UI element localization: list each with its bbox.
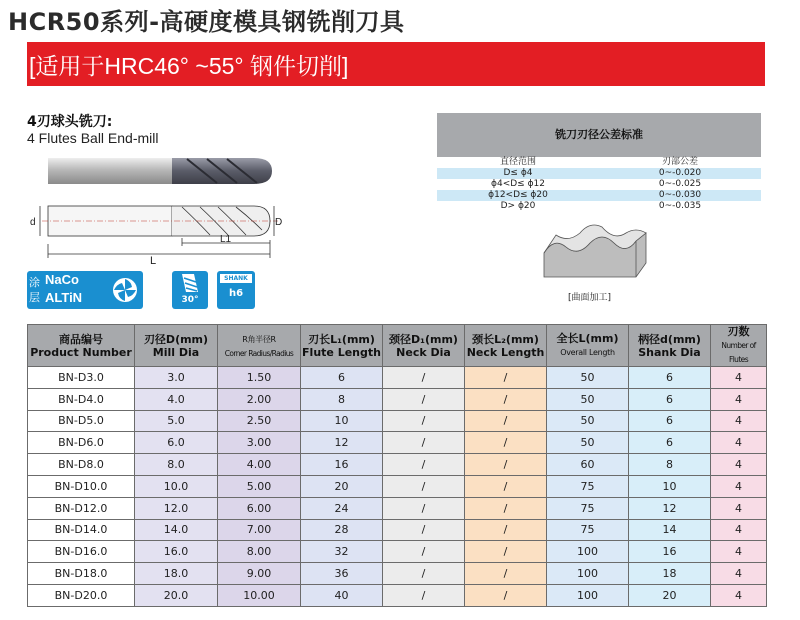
table-row [28, 475, 767, 497]
cell-neck-length: / [465, 519, 547, 541]
cell-product-number: BN-D20.0 [28, 584, 135, 606]
helix-icon [172, 271, 208, 295]
cell-neck-dia: / [383, 563, 465, 585]
cell-neck-dia: / [383, 541, 465, 563]
cell-neck-length: / [465, 367, 547, 389]
header-zh: 颈径D₁(mm) [389, 332, 458, 346]
cell-flute-count: 4 [711, 454, 767, 476]
table-row [28, 410, 767, 432]
cell-neck-length: / [465, 475, 547, 497]
table-row [28, 388, 767, 410]
cell-flute-length: 10 [301, 410, 383, 432]
cell-corner-radius: 8.00 [218, 541, 301, 563]
coating-badge [27, 271, 143, 309]
tool-dimension-drawing [40, 206, 278, 258]
product-name-en: 4 Flutes Ball End-mill [27, 130, 159, 146]
cell-neck-length: / [465, 563, 547, 585]
tolerance-value: 0~-0.020 [658, 168, 702, 178]
cell-mill-dia: 4.0 [135, 388, 218, 410]
cell-flute-length: 36 [301, 563, 383, 585]
cell-mill-dia: 5.0 [135, 410, 218, 432]
cell-corner-radius: 2.00 [218, 388, 301, 410]
cell-neck-dia: / [383, 410, 465, 432]
tolerance-range: ϕ4<D≤ ϕ12 [491, 179, 545, 189]
header-en: Neck Length [466, 345, 545, 359]
cell-flute-count: 4 [711, 497, 767, 519]
header-flutes [711, 325, 767, 367]
cell-flute-count: 4 [711, 584, 767, 606]
cell-neck-dia: / [383, 497, 465, 519]
cell-flute-count: 4 [711, 519, 767, 541]
cell-flute-count: 4 [711, 388, 767, 410]
table-row [28, 584, 767, 606]
cell-shank-dia: 6 [629, 432, 711, 454]
flute-cross-section-icon [111, 275, 139, 305]
table-row [28, 541, 767, 563]
cell-product-number: BN-D14.0 [28, 519, 135, 541]
table-row [28, 497, 767, 519]
cell-neck-dia: / [383, 454, 465, 476]
surface-caption: [曲面加工] [568, 293, 612, 303]
cell-corner-radius: 10.00 [218, 584, 301, 606]
cell-corner-radius: 7.00 [218, 519, 301, 541]
cell-flute-length: 32 [301, 541, 383, 563]
cell-neck-length: / [465, 410, 547, 432]
spec-header-row [28, 325, 767, 367]
header-en: Flute Length [302, 345, 381, 359]
header-corner-radius [218, 325, 301, 367]
cell-product-number: BN-D12.0 [28, 497, 135, 519]
table-row [28, 519, 767, 541]
tolerance-value: 0~-0.030 [658, 190, 702, 200]
page-title: HCR50系列-高硬度模具钢铣削刀具 [8, 8, 405, 36]
cell-shank-dia: 10 [629, 475, 711, 497]
cell-overall-length: 100 [547, 563, 629, 585]
cell-overall-length: 75 [547, 497, 629, 519]
cell-flute-count: 4 [711, 432, 767, 454]
cell-shank-dia: 18 [629, 563, 711, 585]
tolerance-row [437, 201, 761, 212]
cell-overall-length: 60 [547, 454, 629, 476]
cell-product-number: BN-D18.0 [28, 563, 135, 585]
cell-neck-length: / [465, 497, 547, 519]
cell-corner-radius: 3.00 [218, 432, 301, 454]
tolerance-range: D> ϕ20 [500, 201, 536, 211]
shank-tolerance: h6 [228, 288, 244, 299]
shank-label: SHANK [220, 274, 252, 283]
cell-neck-length: / [465, 584, 547, 606]
cell-shank-dia: 8 [629, 454, 711, 476]
banner-text: [适用于HRC46° ~55° 钢件切削] [29, 53, 349, 79]
tolerance-header-tol: 刃部公差 [661, 157, 698, 167]
coating-label-zh: 涂层 [29, 276, 40, 304]
cell-corner-radius: 2.50 [218, 410, 301, 432]
tolerance-range: D≤ ϕ4 [503, 168, 533, 178]
tolerance-value: 0~-0.025 [658, 179, 702, 189]
cell-shank-dia: 16 [629, 541, 711, 563]
tolerance-title: 铣刀刃径公差标准 [437, 113, 761, 157]
coating-naco: NaCo [45, 272, 79, 287]
header-en: Mill Dia [152, 345, 200, 359]
cell-product-number: BN-D10.0 [28, 475, 135, 497]
tolerance-header-row [437, 157, 761, 168]
cell-mill-dia: 10.0 [135, 475, 218, 497]
cell-neck-length: / [465, 432, 547, 454]
header-zh: 柄径d(mm) [638, 332, 701, 346]
header-zh: 商品编号 [59, 332, 103, 346]
cell-product-number: BN-D3.0 [28, 367, 135, 389]
cell-neck-length: / [465, 541, 547, 563]
cell-neck-length: / [465, 454, 547, 476]
cell-mill-dia: 16.0 [135, 541, 218, 563]
table-row [28, 432, 767, 454]
cell-neck-dia: / [383, 475, 465, 497]
cell-overall-length: 50 [547, 410, 629, 432]
ball-end-mill-drawing [22, 150, 292, 265]
cell-flute-length: 24 [301, 497, 383, 519]
tolerance-header-range: 直径范围 [499, 157, 536, 167]
cell-flute-count: 4 [711, 563, 767, 585]
cell-mill-dia: 14.0 [135, 519, 218, 541]
cell-overall-length: 75 [547, 475, 629, 497]
cell-mill-dia: 20.0 [135, 584, 218, 606]
cell-flute-length: 28 [301, 519, 383, 541]
cell-flute-length: 6 [301, 367, 383, 389]
cell-neck-dia: / [383, 519, 465, 541]
tolerance-value: 0~-0.035 [658, 201, 702, 211]
cell-flute-length: 16 [301, 454, 383, 476]
cell-neck-dia: / [383, 432, 465, 454]
cell-flute-length: 12 [301, 432, 383, 454]
cell-product-number: BN-D6.0 [28, 432, 135, 454]
tolerance-row [437, 168, 761, 179]
cell-shank-dia: 6 [629, 367, 711, 389]
cell-flute-count: 4 [711, 541, 767, 563]
dim-label-L: L [150, 255, 157, 265]
header-zh: 刃径D(mm) [143, 332, 209, 346]
cell-shank-dia: 6 [629, 410, 711, 432]
cell-overall-length: 100 [547, 541, 629, 563]
shank-tolerance-badge [217, 271, 255, 309]
header-en: Product Number [30, 345, 132, 359]
cell-product-number: BN-D4.0 [28, 388, 135, 410]
cell-flute-length: 40 [301, 584, 383, 606]
table-row [28, 563, 767, 585]
curved-surface-illustration [540, 223, 650, 285]
coating-altin: ALTiN [45, 290, 83, 305]
cell-flute-count: 4 [711, 410, 767, 432]
table-row [28, 367, 767, 389]
cell-flute-length: 20 [301, 475, 383, 497]
tool-photo [48, 158, 272, 184]
cell-neck-dia: / [383, 584, 465, 606]
header-zh: 颈长L₂(mm) [472, 332, 539, 346]
tolerance-row [437, 179, 761, 190]
header-zh: 全长L(mm) [556, 332, 619, 345]
tolerance-row [437, 190, 761, 201]
cell-shank-dia: 14 [629, 519, 711, 541]
header-en: Corner Radius/Radius [224, 348, 294, 358]
helix-angle-badge [172, 271, 208, 309]
cell-overall-length: 100 [547, 584, 629, 606]
header-overall-length [547, 325, 629, 367]
cell-product-number: BN-D8.0 [28, 454, 135, 476]
cell-mill-dia: 3.0 [135, 367, 218, 389]
header-zh: 刃长L₁(mm) [308, 332, 375, 346]
header-en: Shank Dia [638, 345, 701, 359]
cell-corner-radius: 4.00 [218, 454, 301, 476]
spec-body [28, 367, 767, 607]
header-en: Neck Dia [396, 345, 451, 359]
cell-shank-dia: 12 [629, 497, 711, 519]
header-en: Overall Length [560, 348, 615, 357]
cell-mill-dia: 8.0 [135, 454, 218, 476]
header-zh: R角半径R [242, 334, 276, 344]
cell-neck-dia: / [383, 388, 465, 410]
cell-product-number: BN-D16.0 [28, 541, 135, 563]
header-neck-length [465, 325, 547, 367]
cell-mill-dia: 18.0 [135, 563, 218, 585]
cell-neck-length: / [465, 388, 547, 410]
cell-flute-length: 8 [301, 388, 383, 410]
cell-overall-length: 50 [547, 388, 629, 410]
cell-neck-dia: / [383, 367, 465, 389]
helix-angle-value: 30° [181, 295, 199, 305]
product-name-zh: 4刃球头铣刀: [27, 114, 113, 130]
cell-shank-dia: 20 [629, 584, 711, 606]
cell-overall-length: 50 [547, 367, 629, 389]
dim-label-d: d [30, 217, 36, 228]
cell-overall-length: 50 [547, 432, 629, 454]
spec-table [27, 324, 767, 607]
cell-mill-dia: 12.0 [135, 497, 218, 519]
dim-label-D: D [275, 217, 283, 228]
tolerance-table [437, 113, 761, 212]
table-row [28, 454, 767, 476]
header-product-number [28, 325, 135, 367]
tolerance-range: ϕ12<D≤ ϕ20 [488, 190, 548, 200]
header-flute-length [301, 325, 383, 367]
cell-shank-dia: 6 [629, 388, 711, 410]
header-zh: 刃数 [727, 325, 750, 338]
cell-product-number: BN-D5.0 [28, 410, 135, 432]
dim-label-L1: L1 [220, 234, 232, 245]
cell-overall-length: 75 [547, 519, 629, 541]
cell-corner-radius: 9.00 [218, 563, 301, 585]
header-mill-dia [135, 325, 218, 367]
cell-mill-dia: 6.0 [135, 432, 218, 454]
cell-flute-count: 4 [711, 367, 767, 389]
cell-corner-radius: 5.00 [218, 475, 301, 497]
cell-corner-radius: 6.00 [218, 497, 301, 519]
application-banner [27, 42, 765, 86]
header-en: Number of Flutes [721, 341, 756, 364]
header-shank-dia [629, 325, 711, 367]
header-neck-dia [383, 325, 465, 367]
cell-flute-count: 4 [711, 475, 767, 497]
cell-corner-radius: 1.50 [218, 367, 301, 389]
